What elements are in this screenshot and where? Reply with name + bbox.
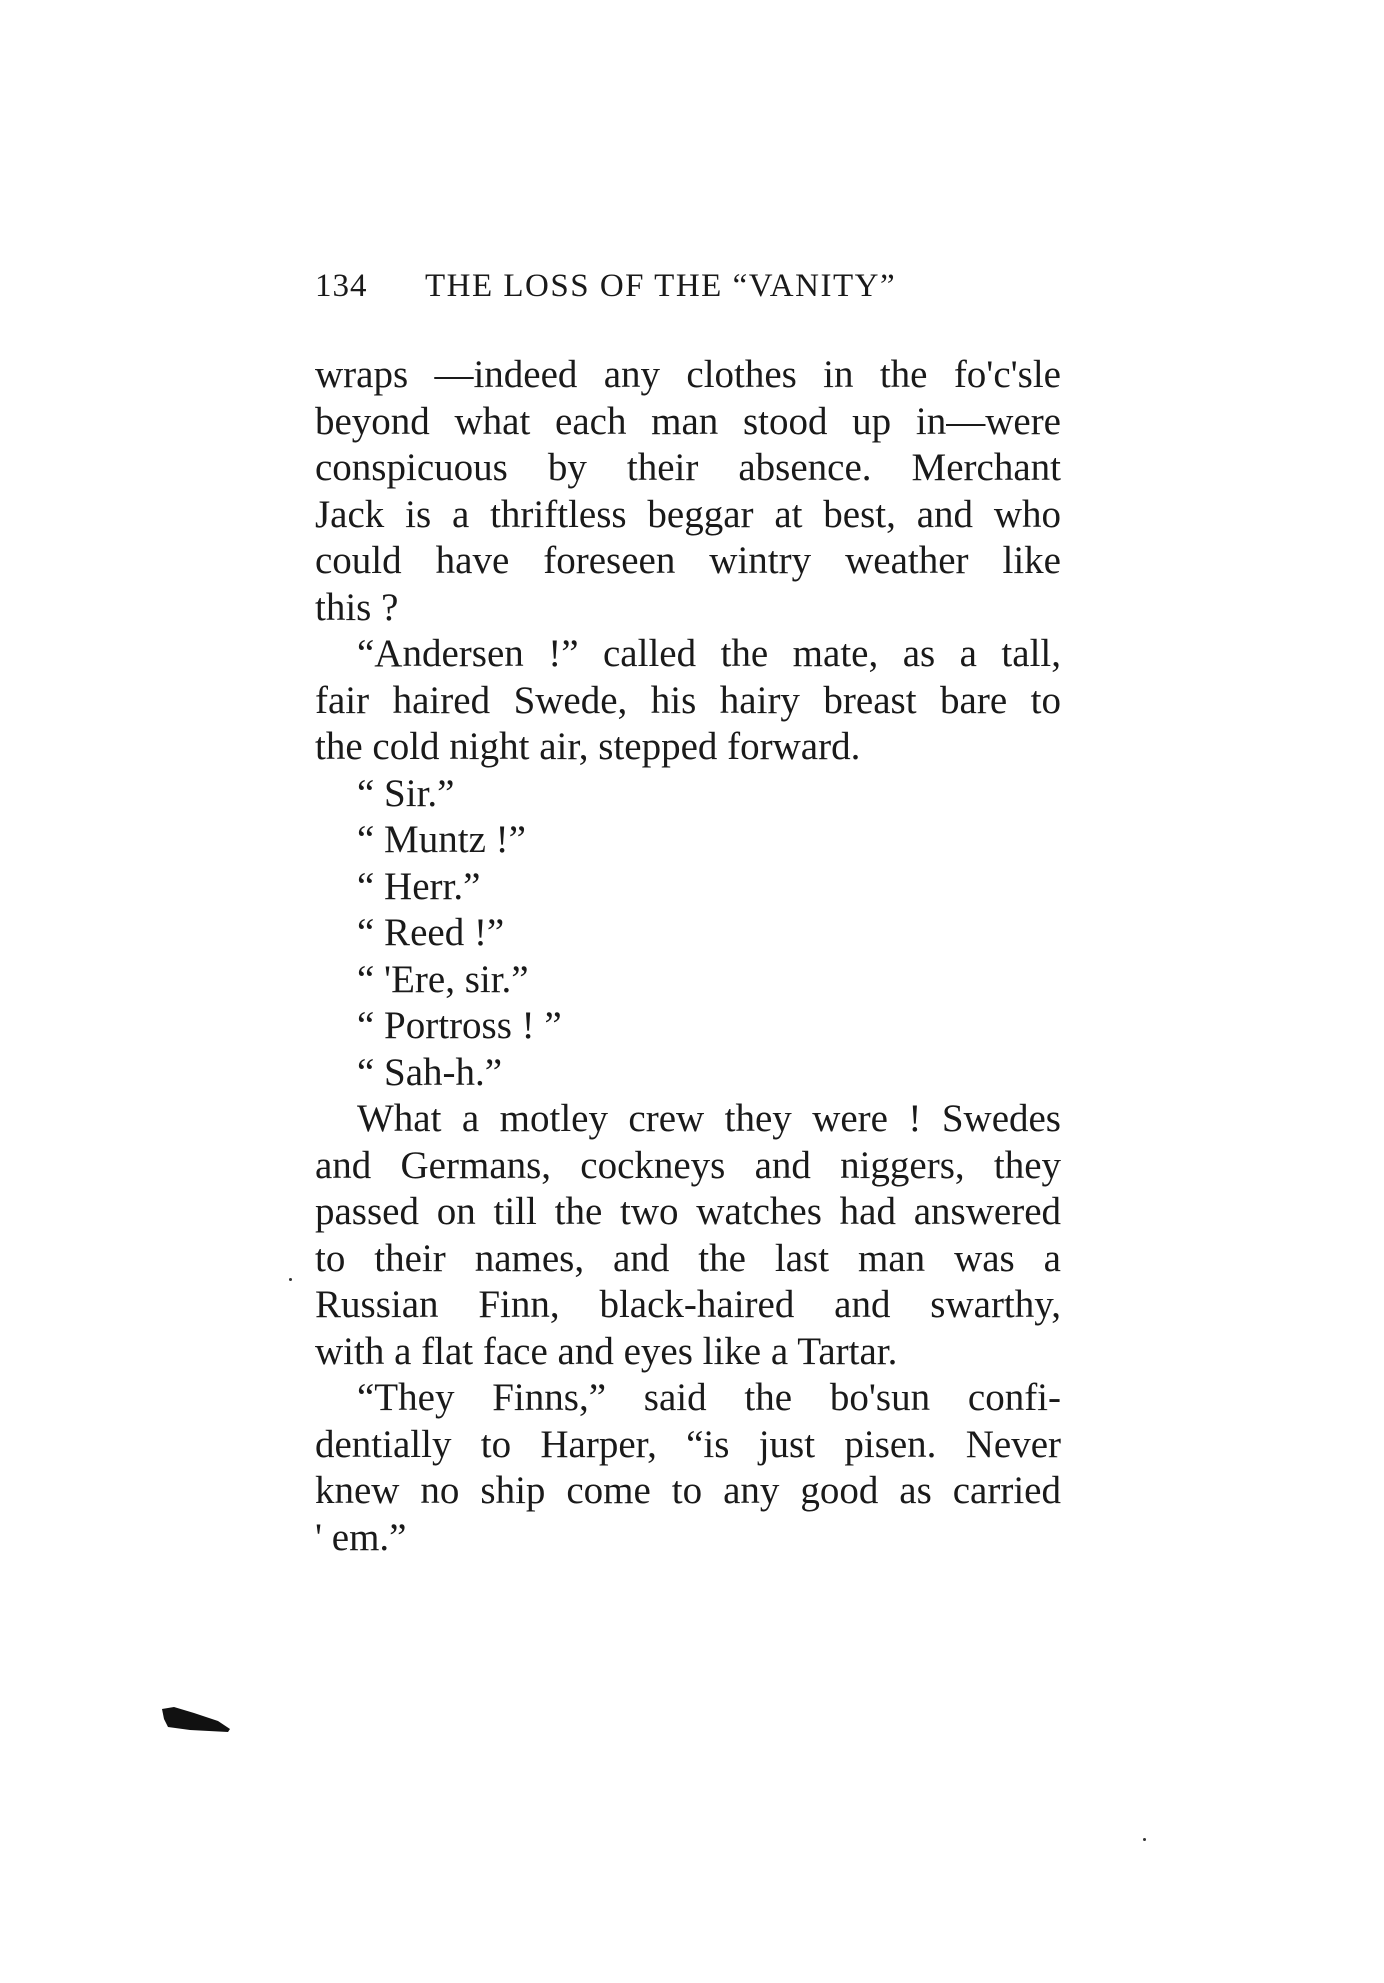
- dialogue-line: “ Herr.”: [357, 864, 481, 908]
- dialogue-line: “ Portross ! ”: [357, 1004, 562, 1047]
- text-line: the cold night air, stepped forward.: [315, 725, 861, 768]
- text-line: ' em.”: [315, 1515, 407, 1559]
- text-line: “Andersen !” called the mate, as a tall,: [357, 632, 1061, 675]
- text-line: this ?: [315, 585, 399, 629]
- dialogue-line: “ Muntz !”: [357, 818, 526, 861]
- text-line: could have foreseen wintry weather like: [315, 539, 1061, 582]
- speck-mark: [1143, 1838, 1146, 1841]
- text-line: What a motley crew they were ! Swedes: [357, 1097, 1061, 1140]
- text-line: conspicuous by their absence. Merchant: [315, 446, 1061, 489]
- text-line: Russian Finn, black-haired and swarthy,: [315, 1283, 1061, 1326]
- running-title: THE LOSS OF THE “VANITY”: [425, 268, 897, 304]
- body-text: [315, 352, 1061, 1561]
- text-line: to their names, and the last man was a: [315, 1236, 1061, 1280]
- text-line: “They Finns,” said the bo'sun confi-: [357, 1376, 1061, 1419]
- page-number: 134: [315, 268, 368, 304]
- text-line: knew no ship come to any good as carried: [315, 1469, 1061, 1512]
- text-line: fair haired Swede, his hairy breast bare to: [315, 678, 1061, 722]
- text-line: passed on till the two watches had answered: [315, 1190, 1061, 1233]
- text-line: and Germans, cockneys and niggers, they: [315, 1143, 1061, 1187]
- running-header: [315, 268, 1075, 305]
- text-line: dentially to Harper, “is just pisen. Never: [315, 1422, 1061, 1466]
- text-line: Jack is a thriftless beggar at best, and who: [315, 492, 1061, 536]
- speck-mark: [289, 1278, 292, 1281]
- dialogue-line: “ Reed !”: [357, 911, 505, 954]
- dialogue-line: “ 'Ere, sir.”: [357, 957, 529, 1001]
- ink-blot-mark: [160, 1705, 232, 1733]
- text-line: with a flat face and eyes like a Tartar.: [315, 1329, 898, 1373]
- dialogue-line: “ Sah-h.”: [357, 1050, 503, 1094]
- text-line: beyond what each man stood up in—were: [315, 399, 1061, 443]
- dialogue-line: “ Sir.”: [357, 771, 455, 815]
- text-line: wraps —indeed any clothes in the fo'c'sle: [315, 353, 1061, 396]
